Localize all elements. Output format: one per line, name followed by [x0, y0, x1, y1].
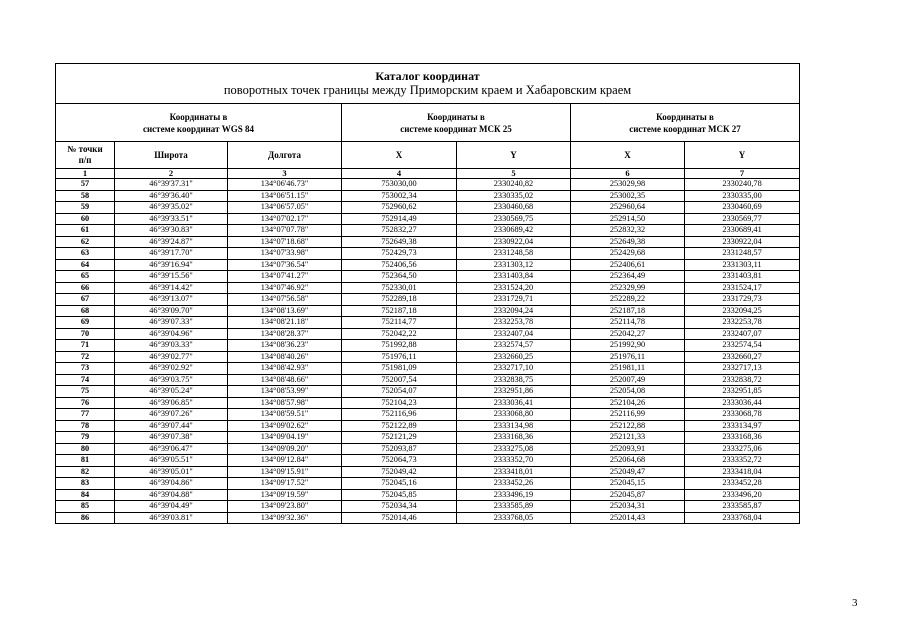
msk27-x-cell: 252042,27: [571, 328, 685, 340]
msk25-x-cell: 752116,96: [342, 409, 457, 421]
point-number-cell: 78: [56, 420, 115, 432]
table-row: [56, 397, 800, 409]
table-row: [56, 466, 800, 478]
latitude-cell: 46°39'04.96": [115, 328, 228, 340]
msk25-y-cell: 2330460,68: [457, 202, 571, 214]
table-row: [56, 386, 800, 398]
longitude-cell: 134°08'28.37": [228, 328, 342, 340]
msk27-x-cell: 252429,68: [571, 248, 685, 260]
latitude-cell: 46°39'07.44": [115, 420, 228, 432]
msk27-x-cell: 252093,91: [571, 443, 685, 455]
table-row: [56, 489, 800, 501]
latitude-cell: 46°39'24.87": [115, 236, 228, 248]
longitude-cell: 134°09'17.52": [228, 478, 342, 490]
point-number-cell: 73: [56, 363, 115, 375]
msk27-y-cell: 2331403,81: [685, 271, 800, 283]
longitude-cell: 134°08'53.99": [228, 386, 342, 398]
msk27-x-cell: 252054,08: [571, 386, 685, 398]
page-number: 3: [852, 597, 858, 609]
point-number-cell: 70: [56, 328, 115, 340]
msk25-y-cell: 2330922,04: [457, 236, 571, 248]
msk25-x-cell: 752064,73: [342, 455, 457, 467]
msk25-y-cell: 2332253,78: [457, 317, 571, 329]
longitude-cell: 134°09'32.36": [228, 512, 342, 524]
table-row: [56, 236, 800, 248]
msk25-x-cell: 752049,42: [342, 466, 457, 478]
msk27-y-cell: 2330460,69: [685, 202, 800, 214]
longitude-cell: 134°08'42.93": [228, 363, 342, 375]
longitude-cell: 134°08'57.98": [228, 397, 342, 409]
msk27-y-cell: 2333418,04: [685, 466, 800, 478]
table-row: [56, 294, 800, 306]
longitude-cell: 134°07'02.17": [228, 213, 342, 225]
group-msk25-line1: Координаты в: [427, 111, 485, 122]
latitude-cell: 46°39'07.38": [115, 432, 228, 444]
msk25-x-cell: 752014,46: [342, 512, 457, 524]
latitude-cell: 46°39'37.31": [115, 179, 228, 191]
point-number-cell: 85: [56, 501, 115, 513]
msk25-y-cell: 2333496,19: [457, 489, 571, 501]
latitude-cell: 46°39'35.02": [115, 202, 228, 214]
longitude-cell: 134°06'57.05": [228, 202, 342, 214]
msk25-y-cell: 2332094,24: [457, 305, 571, 317]
latitude-cell: 46°39'05.01": [115, 466, 228, 478]
msk27-y-cell: 2332717,13: [685, 363, 800, 375]
msk25-x-cell: 752034,34: [342, 501, 457, 513]
point-number-cell: 61: [56, 225, 115, 237]
msk27-x-cell: 252122,88: [571, 420, 685, 432]
table-row: [56, 271, 800, 283]
column-number: 6: [571, 169, 685, 179]
latitude-cell: 46°39'05.24": [115, 386, 228, 398]
msk27-x-cell: 252116,99: [571, 409, 685, 421]
msk27-y-cell: 2333168,36: [685, 432, 800, 444]
msk25-x-cell: 752429,73: [342, 248, 457, 260]
msk25-y-cell: 2333768,05: [457, 512, 571, 524]
table-row: [56, 317, 800, 329]
msk25-x-cell: 752042,22: [342, 328, 457, 340]
msk25-x-cell: 752832,27: [342, 225, 457, 237]
latitude-cell: 46°39'14.42": [115, 282, 228, 294]
msk27-y-cell: 2333585,87: [685, 501, 800, 513]
latitude-cell: 46°39'03.81": [115, 512, 228, 524]
point-number-cell: 74: [56, 374, 115, 386]
msk27-y-cell: 2330335,00: [685, 190, 800, 202]
msk27-y-cell: 2330689,41: [685, 225, 800, 237]
longitude-cell: 134°08'21.18": [228, 317, 342, 329]
group-msk25-header: [342, 104, 571, 142]
longitude-cell: 134°08'13.69": [228, 305, 342, 317]
table-row: [56, 478, 800, 490]
msk27-x-cell: 252045,15: [571, 478, 685, 490]
point-number-cell: 72: [56, 351, 115, 363]
point-number-cell: 77: [56, 409, 115, 421]
column-number: 5: [457, 169, 571, 179]
msk27-x-cell: 252114,78: [571, 317, 685, 329]
msk27-y-cell: 2333068,78: [685, 409, 800, 421]
latitude-cell: 46°39'04.88": [115, 489, 228, 501]
msk25-x-cell: 751981,09: [342, 363, 457, 375]
longitude-header: Долгота: [228, 142, 342, 169]
group-wgs84-line2: системе координат WGS 84: [142, 123, 255, 134]
table-row: [56, 432, 800, 444]
msk27-y-cell: 2333768,04: [685, 512, 800, 524]
msk25-y-cell: 2333036,41: [457, 397, 571, 409]
longitude-cell: 134°07'36.54": [228, 259, 342, 271]
msk25-y-cell: 2332951,86: [457, 386, 571, 398]
catalog-subtitle: поворотных точек границы между Приморским краем и Хабаровским краем: [223, 83, 632, 97]
msk25-x-cell: 752007,54: [342, 374, 457, 386]
msk25-y-cell: 2331403,84: [457, 271, 571, 283]
msk25-y-cell: 2333275,08: [457, 443, 571, 455]
msk27-y-cell: 2330922,04: [685, 236, 800, 248]
msk27-y-cell: 2330240,78: [685, 179, 800, 191]
table-row: [56, 351, 800, 363]
table-title: [56, 64, 800, 104]
msk25-y-cell: 2333068,80: [457, 409, 571, 421]
msk25-x-cell: 751976,11: [342, 351, 457, 363]
msk27-x-cell: 252007,49: [571, 374, 685, 386]
column-number: 4: [342, 169, 457, 179]
msk25-x-header: X: [342, 142, 457, 169]
table-body: [56, 179, 800, 524]
msk27-x-cell: 252960,64: [571, 202, 685, 214]
msk25-x-cell: 752121,29: [342, 432, 457, 444]
msk25-x-cell: 752054,07: [342, 386, 457, 398]
msk27-y-cell: 2332838,72: [685, 374, 800, 386]
msk25-y-cell: 2331729,71: [457, 294, 571, 306]
msk27-y-cell: 2332660,27: [685, 351, 800, 363]
longitude-cell: 134°09'19.59": [228, 489, 342, 501]
msk27-y-cell: 2331524,17: [685, 282, 800, 294]
point-number-cell: 69: [56, 317, 115, 329]
longitude-cell: 134°07'56.58": [228, 294, 342, 306]
point-number-cell: 58: [56, 190, 115, 202]
msk27-y-cell: 2333134,97: [685, 420, 800, 432]
point-number-cell: 62: [56, 236, 115, 248]
latitude-cell: 46°39'30.83": [115, 225, 228, 237]
longitude-cell: 134°07'18.68": [228, 236, 342, 248]
longitude-cell: 134°06'51.15": [228, 190, 342, 202]
longitude-cell: 134°07'41.27": [228, 271, 342, 283]
msk25-x-cell: 751992,88: [342, 340, 457, 352]
msk27-x-cell: 251992,90: [571, 340, 685, 352]
latitude-cell: 46°39'13.07": [115, 294, 228, 306]
longitude-cell: 134°08'59.51": [228, 409, 342, 421]
msk25-x-cell: 752104,23: [342, 397, 457, 409]
latitude-cell: 46°39'06.47": [115, 443, 228, 455]
latitude-cell: 46°39'09.70": [115, 305, 228, 317]
latitude-cell: 46°39'03.75": [115, 374, 228, 386]
group-msk27-line1: Координаты в: [656, 111, 714, 122]
table-row: [56, 225, 800, 237]
msk25-y-cell: 2332717,10: [457, 363, 571, 375]
msk27-y-cell: 2332253,78: [685, 317, 800, 329]
point-number-cell: 64: [56, 259, 115, 271]
catalog-title: Каталог координат: [375, 69, 480, 83]
longitude-cell: 134°07'46.92": [228, 282, 342, 294]
msk25-y-cell: 2332407,04: [457, 328, 571, 340]
column-number: 1: [56, 169, 115, 179]
point-number-cell: 66: [56, 282, 115, 294]
longitude-cell: 134°08'40.26": [228, 351, 342, 363]
table-row: [56, 501, 800, 513]
msk25-x-cell: 752045,85: [342, 489, 457, 501]
point-number-cell: 75: [56, 386, 115, 398]
group-msk25-line2: системе координат МСК 25: [400, 123, 512, 134]
latitude-cell: 46°39'02.77": [115, 351, 228, 363]
msk25-x-cell: 753030,00: [342, 179, 457, 191]
point-number-cell: 81: [56, 455, 115, 467]
msk27-y-cell: 2333452,28: [685, 478, 800, 490]
msk27-x-cell: 252649,38: [571, 236, 685, 248]
point-number-cell: 76: [56, 397, 115, 409]
latitude-cell: 46°39'15.56": [115, 271, 228, 283]
table-row: [56, 202, 800, 214]
table-row: [56, 455, 800, 467]
latitude-header: Широта: [115, 142, 228, 169]
msk25-x-cell: 752330,01: [342, 282, 457, 294]
group-msk27-header: [571, 104, 800, 142]
group-wgs84-header: [56, 104, 342, 142]
table-row: [56, 374, 800, 386]
msk25-x-cell: 752960,62: [342, 202, 457, 214]
msk27-y-cell: 2332407,07: [685, 328, 800, 340]
point-number-cell: 71: [56, 340, 115, 352]
msk25-x-cell: 752914,49: [342, 213, 457, 225]
point-number-cell: 83: [56, 478, 115, 490]
msk27-x-cell: 252914,50: [571, 213, 685, 225]
msk27-y-cell: 2332094,25: [685, 305, 800, 317]
msk25-y-cell: 2330569,75: [457, 213, 571, 225]
point-number-cell: 80: [56, 443, 115, 455]
column-number: 7: [685, 169, 800, 179]
msk27-x-cell: 252329,99: [571, 282, 685, 294]
point-number-cell: 63: [56, 248, 115, 260]
longitude-cell: 134°08'48.66": [228, 374, 342, 386]
msk25-x-cell: 752114,77: [342, 317, 457, 329]
point-number-cell: 82: [56, 466, 115, 478]
msk25-y-header: Y: [457, 142, 571, 169]
msk27-y-cell: 2333275,06: [685, 443, 800, 455]
point-number-cell: 68: [56, 305, 115, 317]
msk27-x-cell: 252045,87: [571, 489, 685, 501]
longitude-cell: 134°07'07.78": [228, 225, 342, 237]
msk27-y-cell: 2333496,20: [685, 489, 800, 501]
latitude-cell: 46°39'17.70": [115, 248, 228, 260]
msk27-x-cell: 252187,18: [571, 305, 685, 317]
msk25-x-cell: 753002,34: [342, 190, 457, 202]
msk27-x-cell: 252049,47: [571, 466, 685, 478]
table-row: [56, 443, 800, 455]
point-number-cell: 65: [56, 271, 115, 283]
point-number-cell: 79: [56, 432, 115, 444]
msk27-x-header: X: [571, 142, 685, 169]
msk27-y-cell: 2332951,85: [685, 386, 800, 398]
msk27-x-cell: 251976,11: [571, 351, 685, 363]
msk27-x-cell: 252832,32: [571, 225, 685, 237]
msk27-x-cell: 251981,11: [571, 363, 685, 375]
msk27-x-cell: 252364,49: [571, 271, 685, 283]
table-row: [56, 179, 800, 191]
msk25-x-cell: 752187,18: [342, 305, 457, 317]
table-row: [56, 420, 800, 432]
msk25-x-cell: 752649,38: [342, 236, 457, 248]
table-row: [56, 363, 800, 375]
msk25-y-cell: 2333585,89: [457, 501, 571, 513]
msk25-y-cell: 2333352,70: [457, 455, 571, 467]
point-number-header: [56, 142, 115, 169]
msk25-y-cell: 2332660,25: [457, 351, 571, 363]
msk25-y-cell: 2331303,12: [457, 259, 571, 271]
point-number-header-line1: № точки: [67, 144, 103, 154]
msk27-y-cell: 2331729,73: [685, 294, 800, 306]
msk25-y-cell: 2333452,26: [457, 478, 571, 490]
point-number-cell: 84: [56, 489, 115, 501]
msk27-x-cell: 252121,33: [571, 432, 685, 444]
point-number-cell: 57: [56, 179, 115, 191]
table-row: [56, 213, 800, 225]
point-number-header-line2: п/п: [78, 155, 92, 165]
msk27-y-cell: 2331303,11: [685, 259, 800, 271]
msk25-y-cell: 2330689,42: [457, 225, 571, 237]
longitude-cell: 134°09'12.84": [228, 455, 342, 467]
group-msk27-line2: системе координат МСК 27: [629, 123, 741, 134]
msk25-y-cell: 2333168,36: [457, 432, 571, 444]
latitude-cell: 46°39'33.51": [115, 213, 228, 225]
longitude-cell: 134°07'33.98": [228, 248, 342, 260]
msk27-y-cell: 2331248,57: [685, 248, 800, 260]
table-row: [56, 328, 800, 340]
point-number-cell: 60: [56, 213, 115, 225]
msk25-y-cell: 2330240,82: [457, 179, 571, 191]
msk27-y-cell: 2333352,72: [685, 455, 800, 467]
msk27-x-cell: 252289,22: [571, 294, 685, 306]
msk25-y-cell: 2333418,01: [457, 466, 571, 478]
table-row: [56, 340, 800, 352]
latitude-cell: 46°39'07.26": [115, 409, 228, 421]
point-number-cell: 86: [56, 512, 115, 524]
msk27-x-cell: 253002,35: [571, 190, 685, 202]
longitude-cell: 134°09'15.91": [228, 466, 342, 478]
point-number-cell: 59: [56, 202, 115, 214]
msk27-y-cell: 2333036,44: [685, 397, 800, 409]
msk27-x-cell: 252014,43: [571, 512, 685, 524]
point-number-cell: 67: [56, 294, 115, 306]
longitude-cell: 134°09'04.19": [228, 432, 342, 444]
longitude-cell: 134°09'23.80": [228, 501, 342, 513]
msk25-x-cell: 752406,56: [342, 259, 457, 271]
msk25-y-cell: 2331248,58: [457, 248, 571, 260]
latitude-cell: 46°39'07.33": [115, 317, 228, 329]
latitude-cell: 46°39'16.94": [115, 259, 228, 271]
latitude-cell: 46°39'36.40": [115, 190, 228, 202]
msk25-x-cell: 752289,18: [342, 294, 457, 306]
msk27-x-cell: 252064,68: [571, 455, 685, 467]
longitude-cell: 134°06'46.73": [228, 179, 342, 191]
longitude-cell: 134°09'09.20": [228, 443, 342, 455]
group-wgs84-line1: Координаты в: [169, 111, 228, 122]
msk27-y-cell: 2330569,77: [685, 213, 800, 225]
msk27-x-cell: 252104,26: [571, 397, 685, 409]
column-number: 2: [115, 169, 228, 179]
latitude-cell: 46°39'04.86": [115, 478, 228, 490]
msk25-y-cell: 2332574,57: [457, 340, 571, 352]
table-row: [56, 305, 800, 317]
longitude-cell: 134°09'02.62": [228, 420, 342, 432]
msk25-y-cell: 2330335,02: [457, 190, 571, 202]
latitude-cell: 46°39'06.85": [115, 397, 228, 409]
table-row: [56, 512, 800, 524]
msk25-x-cell: 752045,16: [342, 478, 457, 490]
msk27-x-cell: 252034,31: [571, 501, 685, 513]
msk27-x-cell: 253029,98: [571, 179, 685, 191]
msk27-x-cell: 252406,61: [571, 259, 685, 271]
msk25-y-cell: 2332838,75: [457, 374, 571, 386]
table-row: [56, 282, 800, 294]
msk25-x-cell: 752364,50: [342, 271, 457, 283]
column-number: 3: [228, 169, 342, 179]
table-row: [56, 259, 800, 271]
latitude-cell: 46°39'02.92": [115, 363, 228, 375]
table-row: [56, 409, 800, 421]
msk25-y-cell: 2331524,20: [457, 282, 571, 294]
table-row: [56, 248, 800, 260]
latitude-cell: 46°39'05.51": [115, 455, 228, 467]
table-row: [56, 190, 800, 202]
msk25-x-cell: 752122,89: [342, 420, 457, 432]
latitude-cell: 46°39'04.49": [115, 501, 228, 513]
coordinate-catalog-table: [55, 63, 800, 524]
latitude-cell: 46°39'03.33": [115, 340, 228, 352]
msk25-x-cell: 752093,87: [342, 443, 457, 455]
msk27-y-cell: 2332574,54: [685, 340, 800, 352]
msk27-y-header: Y: [685, 142, 800, 169]
msk25-y-cell: 2333134,98: [457, 420, 571, 432]
longitude-cell: 134°08'36.23": [228, 340, 342, 352]
